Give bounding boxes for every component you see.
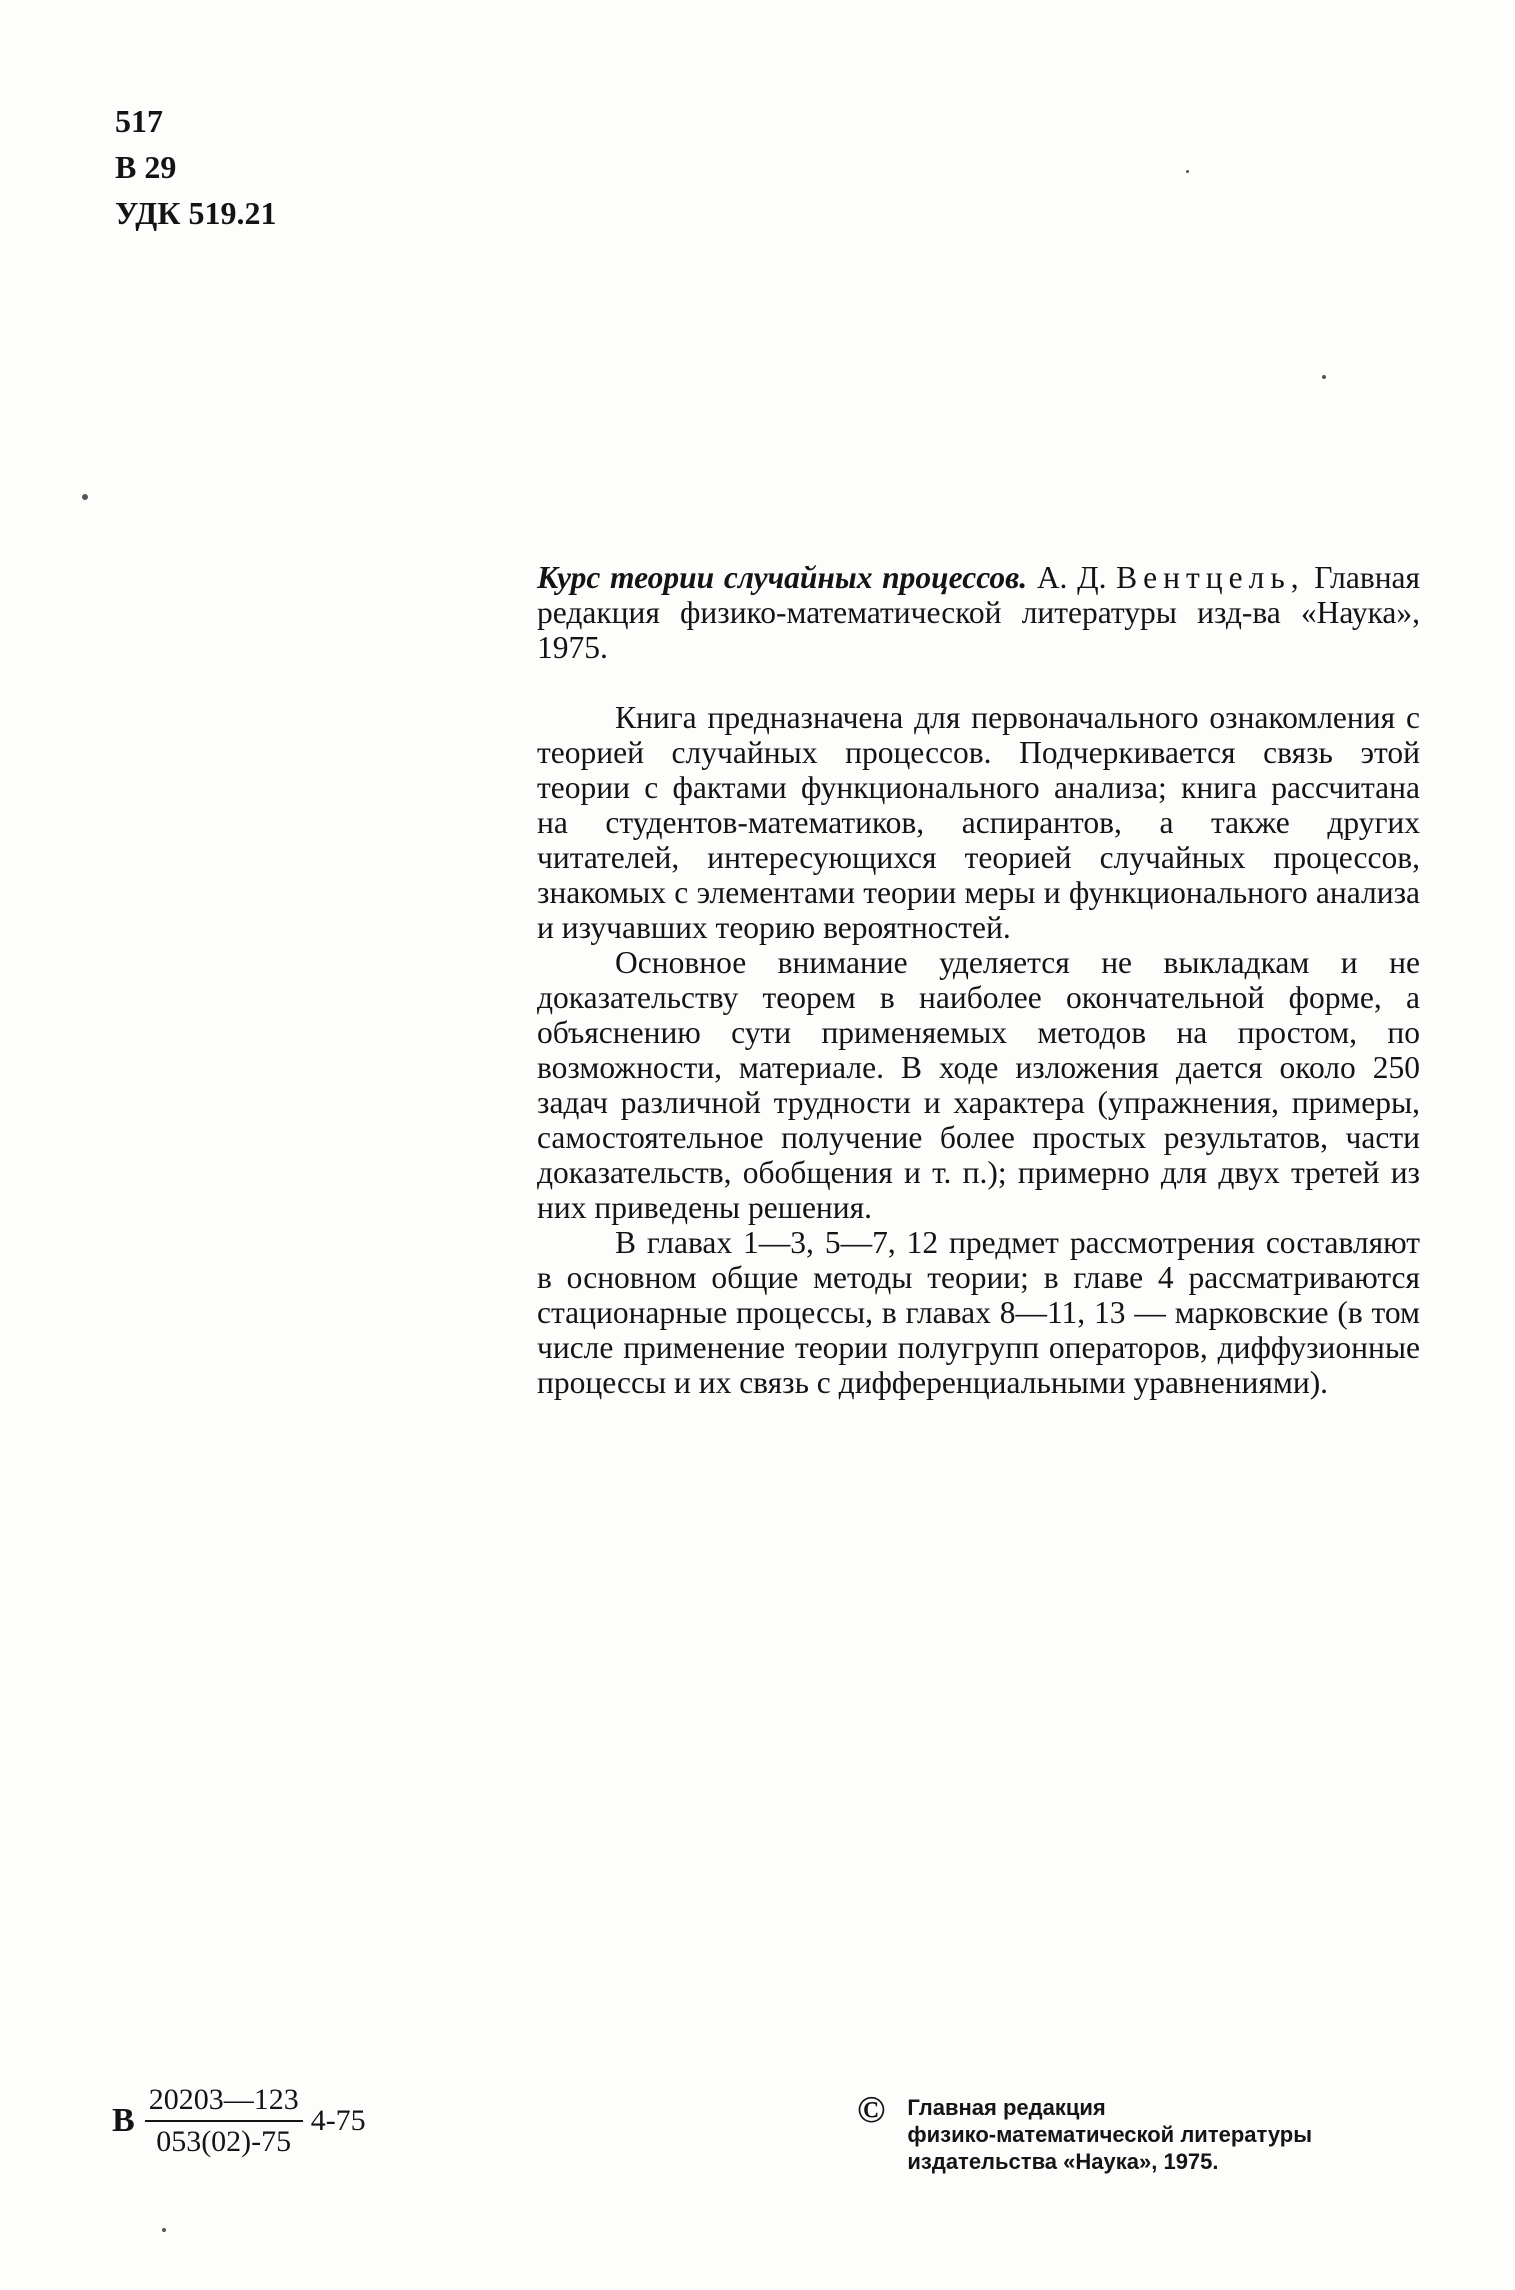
scan-speck (1186, 170, 1189, 173)
imprint-fraction (145, 2082, 303, 2160)
imprint-denominator: 053(02)-75 (156, 2125, 292, 2158)
author-initials: А. Д. (1036, 560, 1107, 595)
annotation-body (537, 700, 1420, 1400)
annotation-paragraph: Книга предназначена для первоначального ознакомления с теорией случайных процессов. Подчеркивается связь этой теории с фактами функционального анализа; книга рассчитана на студентов-математиков, аспирантов, а также других читателей, интересующихся теорией случайных процессов, знакомых с элементами теории меры и функционального анализа и изучавших теорию вероятностей. (537, 700, 1420, 945)
annotation-paragraph: Основное внимание уделяется не выкладкам и не доказательству теорем в наиболее окончательной форме, а объяснению сути применяемых методов на простом, по возможности, материале. В ходе изложения дается около 250 задач различной трудности и характера (упражнения, примеры, самостоятельное получение более простых результатов, части доказательств, обобщения и т. п.); примерно для двух третей из них приведены решения. (537, 945, 1420, 1225)
imprint-suffix: 4-75 (310, 2104, 366, 2137)
copyright-text (907, 2094, 1312, 2175)
annotation-paragraph: В главах 1—3, 5—7, 12 предмет рассмотрения составляют в основном общие методы теории; в главе 4 рассматриваются стационарные процессы, в главах 8—11, 13 — марковские (в том числе применение теории полугрупп операторов, диффузионные процессы и их связь с дифференциальными уравнениями). (537, 1225, 1420, 1400)
abstract-block (537, 560, 1420, 1400)
scan-speck (1322, 375, 1326, 379)
book-title: Курс теории случайных процессов. (537, 560, 1028, 595)
copyright-line: физико-математической литературы (907, 2122, 1312, 2147)
imprint-letter: В (112, 2102, 135, 2139)
scan-speck (162, 2228, 166, 2232)
bbk-code: 517 (115, 103, 163, 139)
copyright-line: Главная редакция (907, 2095, 1106, 2120)
author-mark: В 29 (115, 149, 177, 185)
classification-codes (115, 98, 276, 236)
copyright-line: издательства «Наука», 1975. (907, 2149, 1219, 2174)
imprint-numerator: 20203—123 (145, 2082, 303, 2122)
publisher-info: Главная редакция физико-математической литературы изд-ва «Наука», 1975. (537, 560, 1421, 665)
author-name: Вентцель, (1116, 560, 1305, 595)
copyright-icon: © (857, 2089, 886, 2131)
bibliographic-reference (537, 560, 1420, 665)
imprint-code (112, 2082, 366, 2160)
udc-code: УДК 519.21 (115, 195, 277, 231)
copyright-notice (857, 2089, 1312, 2175)
scan-speck (82, 494, 88, 500)
